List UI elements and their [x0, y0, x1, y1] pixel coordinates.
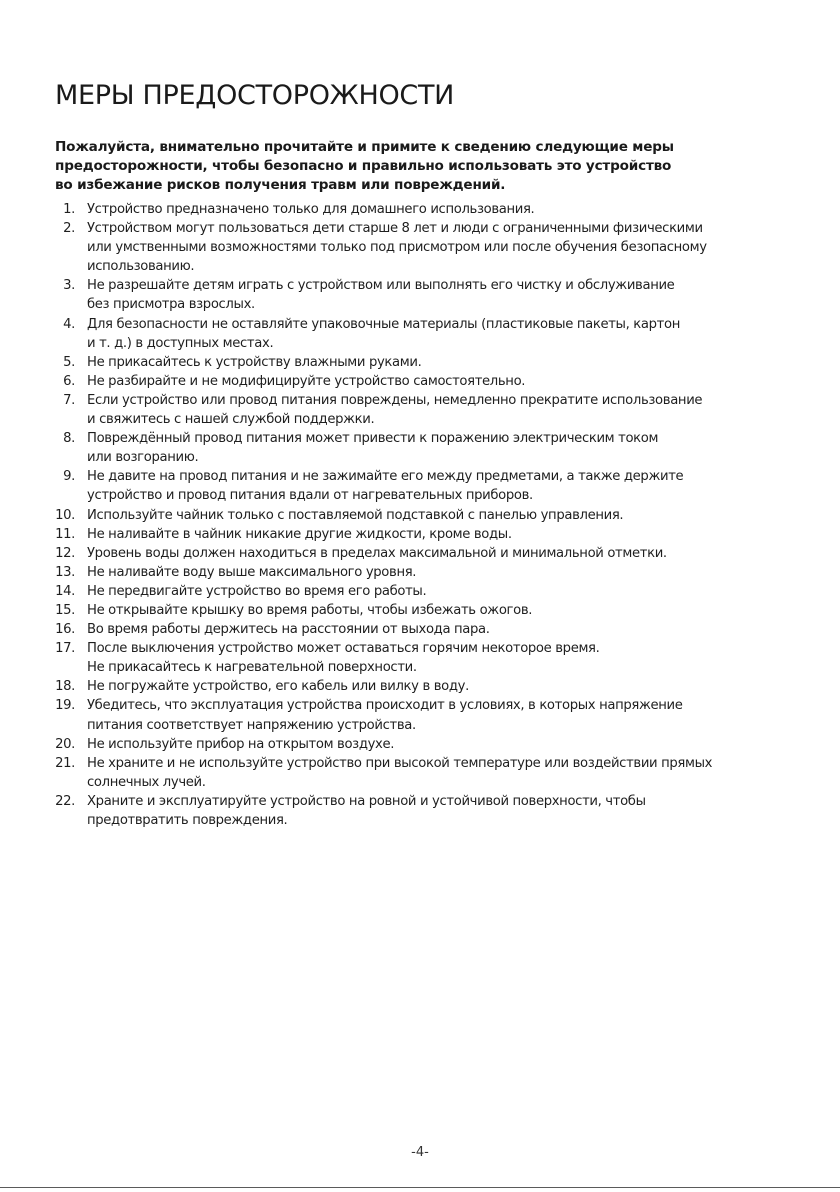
list-item: [55, 219, 790, 276]
list-item-number: 9.: [63, 469, 75, 485]
list-item-number: 10.: [55, 507, 75, 523]
list-item: [55, 372, 790, 391]
list-item: [55, 639, 790, 677]
list-item-number: 22.: [55, 793, 75, 809]
list-item-number: 21.: [55, 755, 75, 771]
list-item-text: Если устройство или провод питания повреждены, немедленно прекратите использование: [87, 392, 703, 408]
list-item-text: Не разбирайте и не модифицируйте устройство самостоятельно.: [87, 373, 526, 389]
list-item-text: Не прикасайтесь к устройству влажными руками.: [87, 354, 422, 370]
page-number: -4-: [411, 1145, 429, 1160]
list-item-number: 17.: [55, 641, 75, 657]
list-item-text: Не передвигайте устройство во время его работы.: [87, 583, 427, 599]
list-item-text: Не прикасайтесь к нагревательной поверхности.: [87, 660, 417, 676]
list-item-text: Устройство предназначено только для домашнего использования.: [87, 202, 535, 217]
list-item-text: Повреждённый провод питания может привести к поражению электрическим током: [87, 431, 659, 447]
list-item: [55, 525, 790, 544]
list-item-text: Во время работы держитесь на расстоянии от выхода пара.: [87, 622, 490, 638]
list-item-number: 3.: [63, 278, 75, 294]
list-item-text: Не погружайте устройство, его кабель или вилку в воду.: [87, 679, 469, 695]
list-item-number: 15.: [55, 602, 75, 618]
list-item: [55, 391, 790, 429]
list-item-text: или возгоранию.: [87, 450, 199, 466]
page-title: МЕРЫ ПРЕДОСТОРОЖНОСТИ: [55, 80, 455, 111]
list-item-number: 11.: [55, 526, 75, 542]
list-item-text: Не открывайте крышку во время работы, чтобы избежать ожогов.: [87, 602, 533, 618]
list-item-number: 6.: [63, 373, 75, 389]
list-item: [55, 315, 790, 353]
intro-paragraph: [55, 138, 755, 195]
list-item-text: Для безопасности не оставляйте упаковочные материалы (пластиковые пакеты, картон: [87, 316, 680, 332]
list-item-number: 13.: [55, 564, 75, 580]
list-item-text: Уровень воды должен находиться в пределах максимальной и минимальной отметки.: [87, 545, 667, 561]
list-item-text: без присмотра взрослых.: [87, 297, 255, 313]
list-item: [55, 467, 790, 505]
list-item-text: После выключения устройство может оставаться горячим некоторое время.: [87, 641, 600, 657]
intro-line: предосторожности, чтобы безопасно и правильно использовать это устройство: [55, 158, 672, 174]
list-item-number: 19.: [55, 698, 75, 714]
list-item-text: Не наливайте в чайник никакие другие жидкости, кроме воды.: [87, 526, 512, 542]
list-item-text: и т. д.) в доступных местах.: [87, 335, 274, 351]
list-item: [55, 620, 790, 639]
list-item: [55, 677, 790, 696]
list-item-text: Не наливайте воду выше максимального уровня.: [87, 564, 417, 580]
list-item-text: солнечных лучей.: [87, 774, 206, 790]
list-item: [55, 696, 790, 734]
list-item-number: 1.: [63, 202, 75, 217]
list-item-number: 5.: [63, 354, 75, 370]
list-item-number: 7.: [63, 392, 75, 408]
list-item-text: или умственными возможностями только под присмотром или после обучения безопасному: [87, 240, 707, 256]
list-item-text: использованию.: [87, 259, 195, 275]
list-item-number: 12.: [55, 545, 75, 561]
precautions-list: [55, 200, 790, 830]
list-item-text: и свяжитесь с нашей службой поддержки.: [87, 412, 375, 428]
list-item-number: 2.: [63, 221, 75, 237]
list-item: [55, 601, 790, 620]
bottom-divider: [0, 1187, 840, 1188]
list-item-text: Убедитесь, что эксплуатация устройства происходит в условиях, в которых напряжение: [87, 698, 683, 714]
list-item-number: 20.: [55, 736, 75, 752]
list-item-text: Храните и эксплуатируйте устройство на ровной и устойчивой поверхности, чтобы: [87, 793, 646, 809]
list-item: [55, 200, 790, 219]
list-item-text: питания соответствует напряжению устройства.: [87, 717, 416, 733]
list-item-text: устройство и провод питания вдали от нагревательных приборов.: [87, 488, 533, 504]
list-item-number: 16.: [55, 622, 75, 638]
list-item-text: Не давите на провод питания и не зажимайте его между предметами, а также держите: [87, 469, 684, 485]
list-item: [55, 353, 790, 372]
list-item: [55, 429, 790, 467]
list-item: [55, 506, 790, 525]
list-item: [55, 582, 790, 601]
list-item-text: Устройством могут пользоваться дети старше 8 лет и люди с ограниченными физическими: [87, 221, 703, 237]
list-item-number: 4.: [63, 316, 75, 332]
list-item-text: Используйте чайник только с поставляемой подставкой с панелью управления.: [87, 507, 624, 523]
list-item-text: Не используйте прибор на открытом воздухе.: [87, 736, 395, 752]
list-item-number: 14.: [55, 583, 75, 599]
list-item-number: 8.: [63, 431, 75, 447]
list-item: [55, 276, 790, 314]
list-item-text: предотвратить повреждения.: [87, 813, 288, 828]
list-item-text: Не храните и не используйте устройство при высокой температуре или воздействии прямых: [87, 755, 713, 771]
intro-line: во избежание рисков получения травм или повреждений.: [55, 177, 506, 193]
list-item: [55, 544, 790, 563]
list-item: [55, 754, 790, 792]
list-item-number: 18.: [55, 679, 75, 695]
list-item-text: Не разрешайте детям играть с устройством или выполнять его чистку и обслуживание: [87, 278, 675, 294]
list-item: [55, 792, 790, 830]
intro-line: Пожалуйста, внимательно прочитайте и примите к сведению следующие меры: [55, 139, 674, 155]
list-item: [55, 735, 790, 754]
list-item: [55, 563, 790, 582]
